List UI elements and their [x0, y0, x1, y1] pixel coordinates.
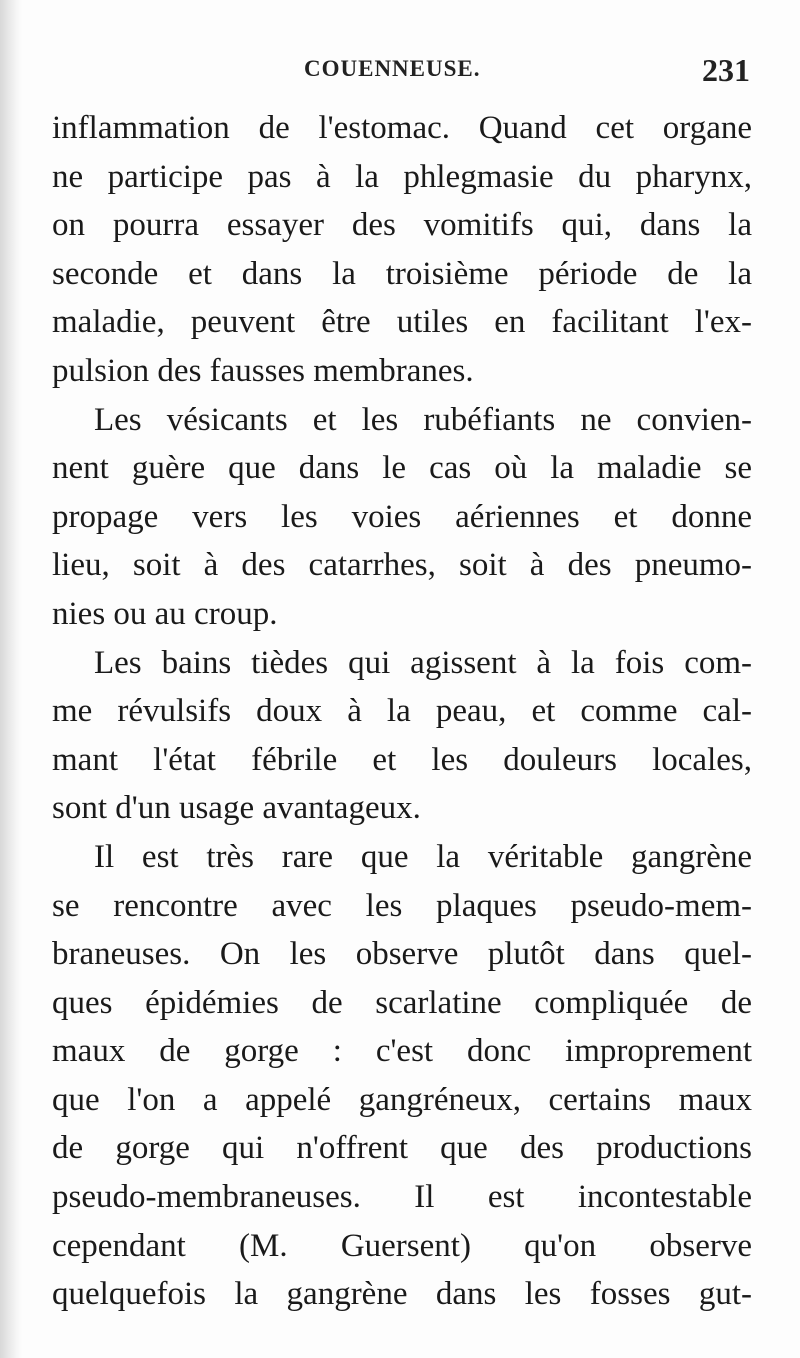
- paragraph-start-line: Les vésicants et les rubéfiants ne convien-: [94, 401, 752, 438]
- text-line: de gorge qui n'offrent que des productions: [52, 1130, 752, 1167]
- text-line: inflammation de l'estomac. Quand cet organe: [52, 110, 752, 146]
- text-line: nies ou au croup.: [52, 595, 278, 632]
- paragraph-start-line: Il est très rare que la véritable gangrène: [94, 838, 752, 875]
- text-line: maladie, peuvent être utiles en facilitant l'ex-: [52, 304, 752, 341]
- text-line: quelquefois la gangrène dans les fosses gut-: [52, 1276, 752, 1313]
- text-line: on pourra essayer des vomitifs qui, dans la: [52, 207, 752, 244]
- text-line: braneuses. On les observe plutôt dans quel-: [52, 936, 752, 973]
- text-line: sont d'un usage avantageux.: [52, 790, 421, 827]
- page-header: [56, 52, 750, 92]
- text-line: me révulsifs doux à la peau, et comme cal-: [52, 693, 752, 730]
- text-line: lieu, soit à des catarrhes, soit à des pneumo-: [52, 547, 752, 584]
- text-line: propage vers les voies aériennes et donne: [52, 498, 752, 535]
- paragraph-start-line: Les bains tièdes qui agissent à la fois com-: [94, 644, 752, 681]
- text-line: se rencontre avec les plaques pseudo-mem-: [52, 887, 752, 924]
- text-line: mant l'état fébrile et les douleurs locales,: [52, 741, 752, 778]
- text-line: seconde et dans la troisième période de la: [52, 255, 752, 292]
- page-number: 231: [702, 52, 750, 88]
- text-line: maux de gorge : c'est donc improprement: [52, 1033, 752, 1070]
- text-line: cependant (M. Guersent) qu'on observe: [52, 1227, 752, 1264]
- running-head: COUENNEUSE.: [304, 56, 481, 81]
- text-line: que l'on a appelé gangréneux, certains maux: [52, 1081, 752, 1118]
- text-line: ne participe pas à la phlegmasie du pharynx,: [52, 158, 752, 195]
- text-line: pseudo-membraneuses. Il est incontestable: [52, 1179, 752, 1216]
- text-line: nent guère que dans le cas où la maladie se: [52, 450, 752, 487]
- text-line: ques épidémies de scarlatine compliquée de: [52, 984, 752, 1021]
- page-edge-shadow: [0, 0, 22, 1358]
- text-line: pulsion des fausses membranes.: [52, 352, 474, 389]
- body-text: [52, 104, 752, 1319]
